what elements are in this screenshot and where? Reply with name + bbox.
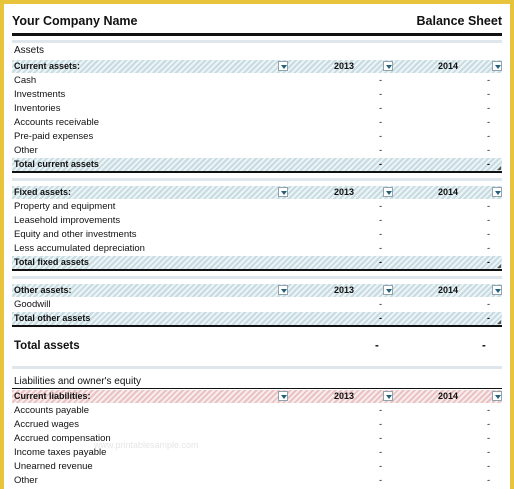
value-2013[interactable]: - (379, 243, 383, 254)
table-row[interactable] (12, 446, 502, 460)
year-2014-header: 2014 (438, 285, 459, 295)
sheet-title[interactable]: Balance Sheet (416, 14, 502, 28)
row-label: Cash (14, 75, 37, 86)
table-row[interactable] (12, 116, 502, 130)
row-label: Income taxes payable (14, 447, 107, 458)
year-2013-header: 2013 (334, 187, 355, 197)
total-current-assets-row[interactable] (12, 158, 502, 173)
filter-dropdown-icon[interactable] (278, 285, 288, 295)
fixed-assets-label: Fixed assets: (14, 187, 72, 197)
filter-dropdown-icon[interactable] (278, 391, 288, 401)
table-row[interactable] (12, 130, 502, 144)
total-2013[interactable]: - (379, 159, 382, 169)
value-2013[interactable]: - (379, 433, 383, 444)
current-liabilities-header (12, 390, 502, 403)
total-assets-2013[interactable]: - (375, 340, 379, 352)
total-assets-label: Total assets (14, 340, 80, 352)
current-assets-label: Current assets: (14, 61, 81, 71)
table-row[interactable] (12, 74, 502, 88)
value-2013[interactable]: - (379, 299, 383, 310)
total-2013[interactable]: - (379, 313, 382, 323)
other-assets-header (12, 284, 502, 297)
current-liabilities-label: Current liabilities: (14, 391, 91, 401)
filter-dropdown-icon[interactable] (492, 187, 502, 197)
total-label: Total fixed assets (14, 257, 89, 267)
year-2014-header: 2014 (438, 391, 459, 401)
value-2013[interactable]: - (379, 447, 383, 458)
filter-dropdown-icon[interactable] (492, 391, 502, 401)
value-2014[interactable]: - (487, 299, 491, 310)
filter-dropdown-icon[interactable] (278, 187, 288, 197)
value-2013[interactable]: - (379, 75, 383, 86)
filter-dropdown-icon[interactable] (492, 61, 502, 71)
table-row[interactable] (12, 418, 502, 432)
value-2014[interactable]: - (487, 117, 491, 128)
row-label: Goodwill (14, 299, 51, 310)
value-2013[interactable]: - (379, 103, 383, 114)
year-2013-header: 2013 (334, 391, 355, 401)
table-row[interactable] (12, 214, 502, 228)
assets-heading: Assets (14, 45, 45, 56)
value-2013[interactable]: - (379, 405, 383, 416)
value-2013[interactable]: - (379, 461, 383, 472)
table-row[interactable] (12, 200, 502, 214)
total-assets-row[interactable] (12, 338, 502, 356)
value-2014[interactable]: - (487, 89, 491, 100)
total-2014[interactable]: - (487, 313, 490, 323)
total-label: Total other assets (14, 313, 91, 323)
total-assets-2014[interactable]: - (482, 340, 486, 352)
header-subrule (12, 40, 502, 43)
value-2014[interactable]: - (487, 215, 491, 226)
fixed-assets-header (12, 186, 502, 199)
filter-dropdown-icon[interactable] (383, 61, 393, 71)
value-2013[interactable]: - (379, 89, 383, 100)
row-label: Accrued compensation (14, 433, 111, 444)
company-name[interactable]: Your Company Name (12, 14, 138, 28)
row-label: Leasehold improvements (14, 215, 121, 226)
current-assets-header (12, 60, 502, 73)
value-2014[interactable]: - (487, 433, 491, 444)
balance-sheet (4, 4, 510, 489)
year-2013-header: 2013 (334, 61, 355, 71)
value-2014[interactable]: - (487, 201, 491, 212)
table-row[interactable] (12, 242, 502, 256)
section-divider (12, 178, 502, 181)
filter-dropdown-icon[interactable] (278, 61, 288, 71)
header-rule (12, 33, 502, 36)
value-2014[interactable]: - (487, 243, 491, 254)
value-2014[interactable]: - (487, 75, 491, 86)
heading-rule (12, 388, 502, 389)
value-2013[interactable]: - (379, 145, 383, 156)
table-row[interactable] (12, 102, 502, 116)
year-2013-header: 2013 (334, 285, 355, 295)
value-2013[interactable]: - (379, 131, 383, 142)
row-label: Accounts payable (14, 405, 89, 416)
value-2014[interactable]: - (487, 447, 491, 458)
value-2013[interactable]: - (379, 201, 383, 212)
value-2014[interactable]: - (487, 131, 491, 142)
row-label: Pre-paid expenses (14, 131, 94, 142)
resize-handle-icon[interactable] (497, 264, 501, 268)
row-label: Inventories (14, 103, 61, 114)
row-label: Other (14, 475, 38, 486)
year-2014-header: 2014 (438, 187, 459, 197)
watermark: www.printablesample.com (94, 440, 199, 450)
row-label: Accrued wages (14, 419, 79, 430)
row-label: Unearned revenue (14, 461, 93, 472)
table-row[interactable] (12, 298, 502, 312)
filter-dropdown-icon[interactable] (383, 391, 393, 401)
value-2013[interactable]: - (379, 419, 383, 430)
filter-dropdown-icon[interactable] (383, 285, 393, 295)
total-2013[interactable]: - (379, 257, 382, 267)
table-row[interactable] (12, 88, 502, 102)
total-2014[interactable]: - (487, 159, 490, 169)
row-label: Less accumulated depreciation (14, 243, 145, 254)
year-2014-header: 2014 (438, 61, 459, 71)
sheet-header (12, 10, 502, 32)
row-label: Investments (14, 89, 66, 100)
value-2014[interactable]: - (487, 145, 491, 156)
section-divider (12, 276, 502, 279)
row-label: Property and equipment (14, 201, 116, 212)
row-label: Accounts receivable (14, 117, 100, 128)
total-2014[interactable]: - (487, 257, 490, 267)
value-2013[interactable]: - (379, 229, 383, 240)
value-2014[interactable]: - (487, 461, 491, 472)
table-row[interactable] (12, 144, 502, 158)
value-2014[interactable]: - (487, 405, 491, 416)
value-2014[interactable]: - (487, 475, 491, 486)
filter-dropdown-icon[interactable] (383, 187, 393, 197)
value-2013[interactable]: - (379, 475, 383, 486)
total-other-assets-row[interactable] (12, 312, 502, 327)
total-fixed-assets-row[interactable] (12, 256, 502, 271)
total-label: Total current assets (14, 159, 99, 169)
table-row[interactable] (12, 460, 502, 474)
resize-handle-icon[interactable] (497, 166, 501, 170)
value-2013[interactable]: - (379, 215, 383, 226)
row-label: Equity and other investments (14, 229, 137, 240)
row-label: Other (14, 145, 38, 156)
value-2014[interactable]: - (487, 103, 491, 114)
table-row[interactable] (12, 474, 502, 488)
section-divider (12, 366, 502, 369)
filter-dropdown-icon[interactable] (492, 285, 502, 295)
other-assets-label: Other assets: (14, 285, 72, 295)
value-2014[interactable]: - (487, 229, 491, 240)
table-row[interactable] (12, 404, 502, 418)
resize-handle-icon[interactable] (497, 320, 501, 324)
value-2013[interactable]: - (379, 117, 383, 128)
table-row[interactable] (12, 228, 502, 242)
value-2014[interactable]: - (487, 419, 491, 430)
liabilities-heading: Liabilities and owner's equity (14, 376, 141, 387)
table-row[interactable] (12, 432, 502, 446)
